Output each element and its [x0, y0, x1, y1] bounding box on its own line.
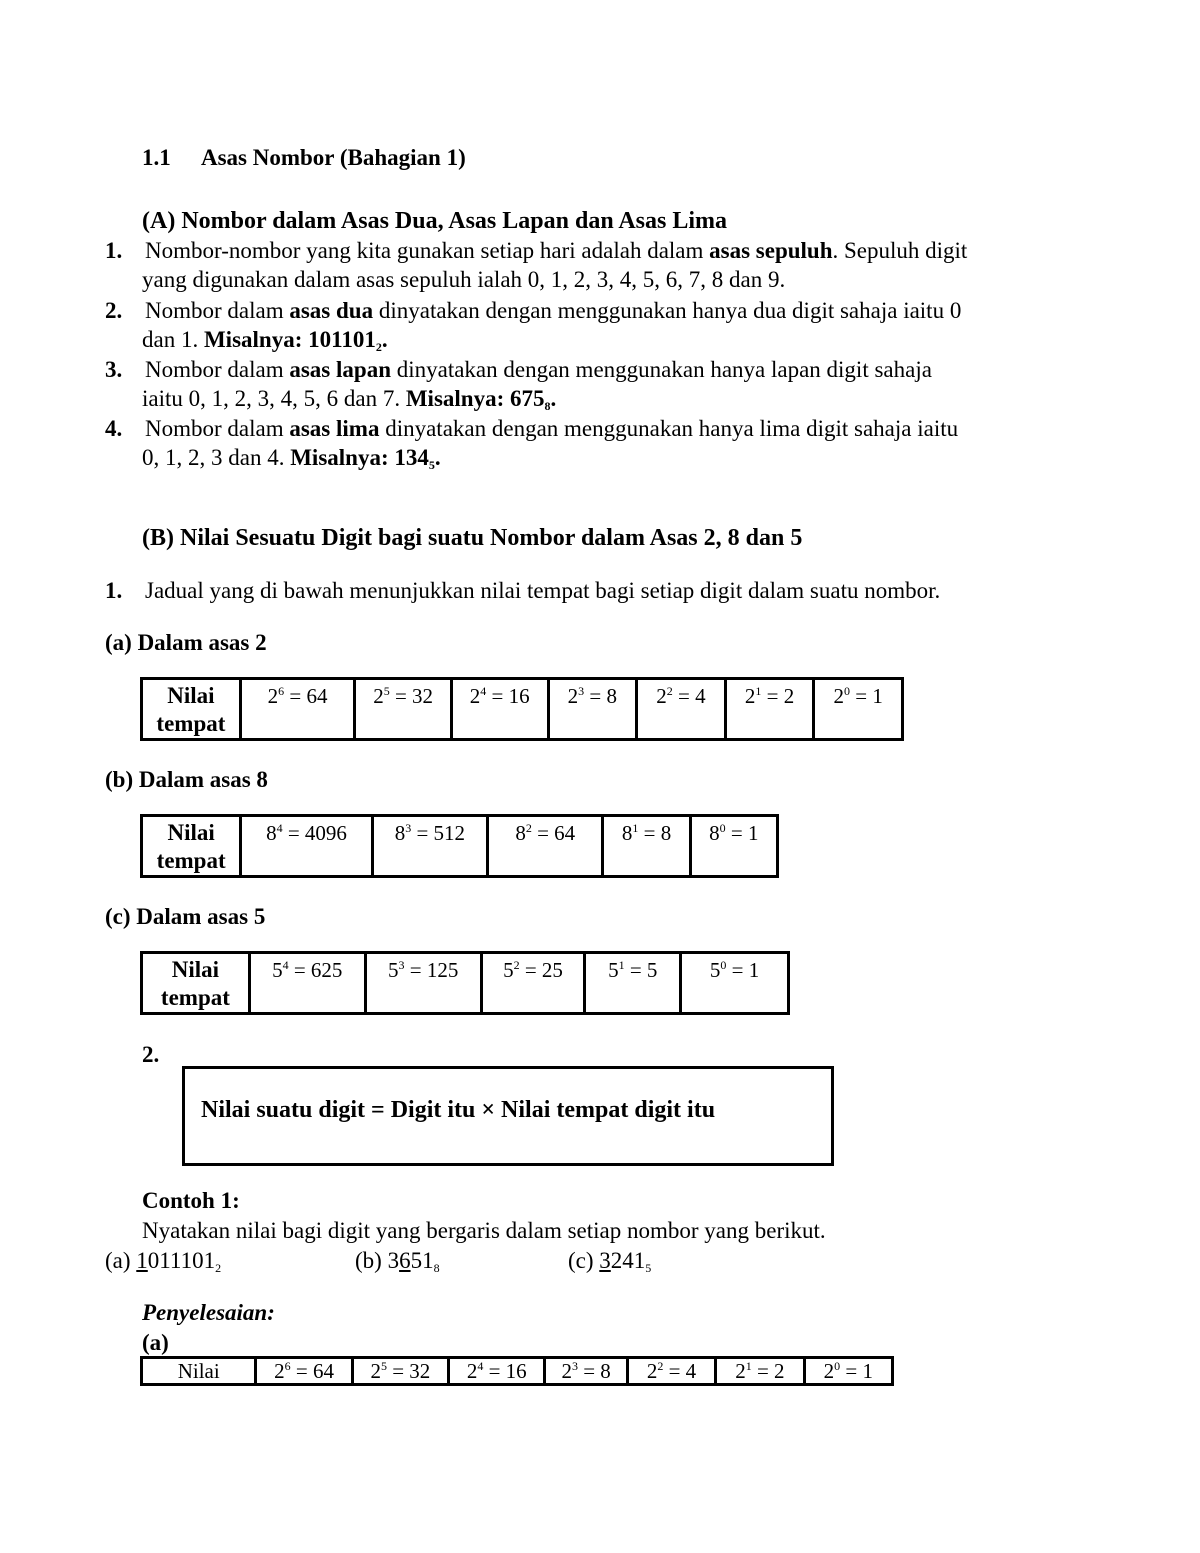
place-value-cell: $8^2 = 64$ — [488, 816, 603, 877]
place-value-cell: $2^2 = 4$ — [637, 679, 726, 740]
example-instruction: Nyatakan nilai bagi digit yang bergaris dalam setiap nombor yang berikut. — [142, 1218, 826, 1243]
place-value-cell: $2^5 = 32$ — [355, 679, 452, 740]
place-value-cell: $2^1 = 2$ — [725, 679, 814, 740]
item-number: 1. — [105, 238, 123, 263]
place-value-cell: $8^0 = 1$ — [690, 816, 777, 877]
part-a-item-4: 4. Nombor dalam asas lima dinyatakan dengan menggunakan hanya lima digit sahaja iaitu — [105, 416, 959, 441]
section-title-text: Asas Nombor (Bahagian 1) — [200, 145, 466, 170]
place-value-cell: $8^4 = 4096$ — [241, 816, 372, 877]
part-a-item-3: 3. Nombor dalam asas lapan dinyatakan dengan menggunakan hanya lapan digit sahaja — [105, 357, 932, 382]
part-a-item-1: 1. Nombor-nombor yang kita gunakan setiap hari adalah dalam asas sepuluh. Sepuluh digit — [105, 238, 968, 263]
part-a-item-2: 2. Nombor dalam asas dua dinyatakan dengan menggunakan hanya dua digit sahaja iaitu 0 — [105, 298, 962, 323]
item-number: 3. — [105, 357, 123, 382]
place-value-cell: $2^6 = 64$ — [240, 679, 354, 740]
formula-box — [182, 1066, 834, 1166]
place-value-label: Nilai tempat — [142, 816, 241, 877]
subsection-c-label: (c) Dalam asas 5 — [105, 904, 266, 929]
section-number: 1.1 — [142, 145, 171, 170]
example-b: (b) $3651_8$ — [355, 1248, 440, 1275]
place-value-cell: $5^2 = 25$ — [481, 953, 585, 1014]
example-a: (a) $1011101_2$ — [105, 1248, 222, 1275]
place-value-cell: $2^5 = 32$ — [352, 1358, 448, 1385]
base5-place-value-table — [140, 951, 790, 1015]
item-number: 4. — [105, 416, 123, 441]
subsection-a-label: (a) Dalam asas 2 — [105, 630, 267, 655]
part-a-item-1-line-2: yang digunakan dalam asas sepuluh ialah 0, 1, 2, 3, 4, 5, 6, 7, 8 dan 9. — [142, 267, 786, 292]
example-c: (c) $3241_5$ — [568, 1248, 652, 1275]
place-value-cell: $5^1 = 5$ — [585, 953, 681, 1014]
subsection-b-label: (b) Dalam asas 8 — [105, 767, 268, 792]
item-number: 1. — [105, 578, 123, 603]
place-value-cell: $2^2 = 4$ — [627, 1358, 715, 1385]
place-value-label: Nilai tempat — [142, 679, 241, 740]
base8-place-value-table — [140, 814, 779, 878]
place-value-cell: $2^3 = 8$ — [545, 1358, 627, 1385]
solution-place-value-table — [140, 1356, 894, 1386]
solution-a-label: (a) — [142, 1330, 169, 1355]
place-value-cell: $5^3 = 125$ — [365, 953, 481, 1014]
part-a-item-3-line-2: iaitu 0, 1, 2, 3, 4, 5, 6 dan 7. Misalnya: $675_8$. — [142, 386, 557, 413]
place-value-cell: $2^4 = 16$ — [449, 1358, 545, 1385]
part-b-item-1: 1. Jadual yang di bawah menunjukkan nilai tempat bagi setiap digit dalam suatu nombor. — [105, 578, 941, 603]
place-value-cell: $2^4 = 16$ — [451, 679, 548, 740]
part-b-heading: (B) Nilai Sesuatu Digit bagi suatu Nombor dalam Asas 2, 8 dan 5 — [142, 525, 803, 551]
place-value-cell: $2^6 = 64$ — [256, 1358, 352, 1385]
part-b-item-2-number: 2. — [142, 1042, 160, 1067]
place-value-cell: $5^0 = 1$ — [681, 953, 789, 1014]
place-value-cell: $8^1 = 8$ — [603, 816, 690, 877]
place-value-label: Nilai — [142, 1358, 256, 1385]
formula-text: Nilai suatu digit = Digit itu × Nilai tempat digit itu — [201, 1097, 716, 1123]
item-number: 2. — [105, 298, 123, 323]
example-title: Contoh 1: — [142, 1188, 240, 1213]
solution-title: Penyelesaian: — [142, 1300, 275, 1325]
place-value-label: Nilai tempat — [142, 953, 250, 1014]
section-title — [142, 145, 466, 171]
place-value-cell: $8^3 = 512$ — [372, 816, 487, 877]
place-value-cell: $2^0 = 1$ — [804, 1358, 892, 1385]
place-value-cell: $2^0 = 1$ — [814, 679, 903, 740]
place-value-cell: $2^3 = 8$ — [548, 679, 637, 740]
part-a-item-2-line-2: dan 1. Misalnya: $101101_2$. — [142, 327, 388, 354]
part-a-heading: (A) Nombor dalam Asas Dua, Asas Lapan dan Asas Lima — [142, 208, 728, 234]
part-a-item-4-line-2: 0, 1, 2, 3 dan 4. Misalnya: $134_5$. — [142, 445, 441, 472]
place-value-cell: $5^4 = 625$ — [249, 953, 365, 1014]
place-value-cell: $2^1 = 2$ — [716, 1358, 804, 1385]
base2-place-value-table — [140, 677, 904, 741]
